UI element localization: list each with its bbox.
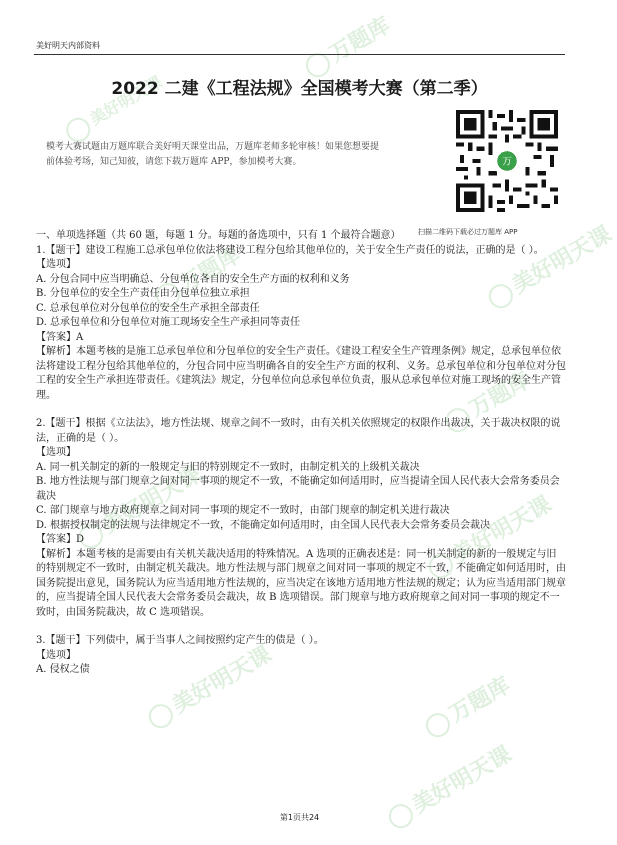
option-d: D. 总承包单位和分包单位对施工现场安全生产承担同等责任 xyxy=(36,317,301,328)
analysis-text: 【解析】本题考核的是施工总承包单位和分包单位的安全生产责任。《建设工程安全生产管理条例》规定，总承包单位依法将建设工程分包给其他单位的，分包合同中应当明确各自的安全生产方面的权利、义务。总承包单位和分包单位对分包工程的安全生产承担连带责任。《建筑法》规定，分包单位向总承包单位负责，服从总承包单位对施工现场的安全生产管理。 xyxy=(36,346,566,401)
question-stem: 3.【题干】下列债中，属于当事人之间按照约定产生的债是（ ）。 xyxy=(36,635,324,646)
header-label: 美好明天内部资料 xyxy=(36,41,100,50)
options-label: 【选项】 xyxy=(36,259,76,270)
watermark-logo: 美好明天课 xyxy=(61,70,167,146)
options-label: 【选项】 xyxy=(36,447,76,458)
options-label: 【选项】 xyxy=(36,649,76,661)
page-number: 第1页共24 xyxy=(279,813,320,822)
answer-line: 【答案】D xyxy=(36,534,85,545)
qr-caption: 扫描二维码下载必过万题库 APP xyxy=(418,228,518,236)
question-2 xyxy=(36,417,566,620)
watermark-logo: 万题库 xyxy=(419,669,516,743)
question-stem: 2.【题干】根据《立法法》，地方性法规、规章之间不一致时，由有关机关依照规定的权限作出裁决，关于裁决权限的说法，正确的是（ ）。 xyxy=(36,418,561,444)
option-c: C. 总承包单位对分包单位的安全生产承担全部责任 xyxy=(36,302,260,314)
question-1 xyxy=(36,244,566,404)
intro-text: 模考大赛试题由万题库联合美好明天课堂出品，万题库老师多轮审核！如果您想要提前体验考场，知己知彼，请您下载万题库 APP，参加模考大赛。 xyxy=(46,142,380,167)
question-list xyxy=(36,229,566,678)
option-b: B. 地方性法规与部门规章之间对同一事项的规定不一致，不能确定如何适用时，应当提请全国人民代表大会常务委员会裁决 xyxy=(36,476,560,502)
watermark-logo: 万题库 xyxy=(149,239,246,313)
analysis-text: 【解析】本题考核的是需要由有关机关裁决适用的特殊情况。A 选项的正确表述是：同一机关制定的新的一般规定与旧的特别规定不一致时，由制定机关裁决。地方性法规与部门规章之间对同一事项的规定不一致，不能确定如何适用时，由国务院提出意见，国务院认为应当适用地方性法规的，应当决定在该地方适用地方性法规的规定；认为应当适用部门规章的，应当提请全国人民代表大会常务委员会裁决，故 B 选项错误。部门规章与地方政府规章之间对同一事项的规定不一致时，由国务院裁决，故 C 选项错误。 xyxy=(36,548,566,618)
option-a: A. 分包合同中应当明确总、分包单位各自的安全生产方面的权利和义务 xyxy=(36,273,350,285)
watermark-logo: 万题库 xyxy=(299,9,396,83)
section-heading: 一、单项选择题（共 60 题，每题 1 分。每题的备选项中，只有 1 个最符合题意） xyxy=(36,230,401,241)
option-c: C. 部门规章与地方政府规章之间对同一事项的规定不一致时，由部门规章的制定机关进行裁决 xyxy=(36,505,450,516)
watermark-logo: 美好明天课 xyxy=(421,488,556,584)
option-a: A. 同一机关制定的新的一般规定与旧的特别规定不一致时，由制定机关的上级机关裁决 xyxy=(36,461,420,473)
watermark-logo: 美好明天课 xyxy=(141,638,276,734)
question-3 xyxy=(36,634,566,678)
watermark-logo: 美好明天课 xyxy=(71,458,206,554)
watermark-logo: 万题库 xyxy=(439,364,536,438)
watermark-logo: 美好明天课 xyxy=(481,218,616,314)
watermark-logo: 美好明天课 xyxy=(381,738,516,834)
option-d: D. 根据授权制定的法规与法律规定不一致，不能确定如何适用时，由全国人民代表大会常务委员会裁决 xyxy=(36,519,491,531)
header-divider xyxy=(34,54,565,55)
qr-code-graphic xyxy=(456,110,558,212)
page-title: 2022 二建《工程法规》全国模考大赛（第二季） xyxy=(111,79,488,99)
answer-line: 【答案】A xyxy=(36,331,84,343)
qr-code-icon[interactable] xyxy=(456,110,558,212)
option-b: B. 分包单位的安全生产责任由分包单位独立承担 xyxy=(36,288,250,299)
svg-text:万: 万 xyxy=(502,156,512,168)
option-a: A. 侵权之债 xyxy=(36,664,90,675)
question-stem: 1.【题干】建设工程施工总承包单位依法将建设工程分包给其他单位的，关于安全生产责任的说法，正确的是（ ）。 xyxy=(36,244,544,256)
